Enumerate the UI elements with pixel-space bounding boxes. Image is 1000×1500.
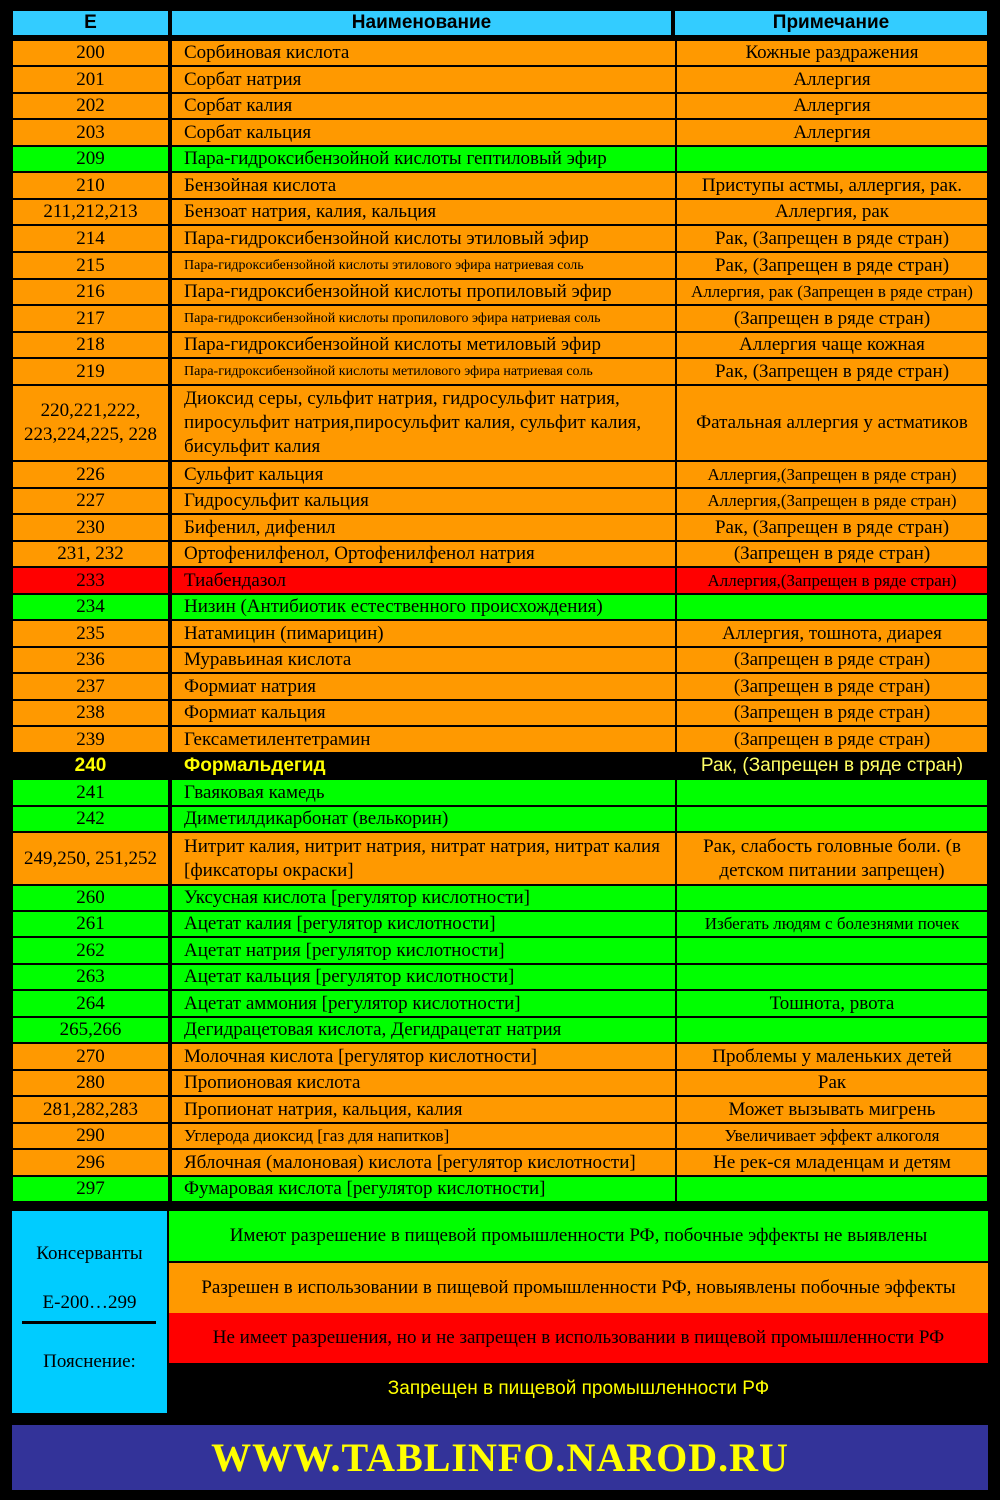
additive-name-cell: Бифенил, дифенил bbox=[171, 514, 676, 541]
e-code-cell: 290 bbox=[12, 1123, 169, 1149]
table-row bbox=[12, 1176, 988, 1202]
header-note: Примечание bbox=[674, 10, 988, 36]
note-cell: (Запрещен в ряде стран) bbox=[676, 726, 988, 753]
note-cell bbox=[676, 806, 988, 832]
table-row bbox=[12, 964, 988, 990]
e-code-cell: 209 bbox=[12, 146, 169, 172]
note-cell: Рак, (Запрещен в ряде стран) bbox=[676, 252, 988, 279]
note-cell: Аллергия, рак (Запрещен в ряде стран) bbox=[676, 279, 988, 305]
additive-name-cell: Пара-гидроксибензойной кислоты гептиловый эфир bbox=[171, 146, 676, 172]
additive-name-cell: Формиат натрия bbox=[171, 673, 676, 700]
legend-black: Запрещен в пищевой промышленности РФ bbox=[169, 1364, 988, 1414]
note-cell: Приступы астмы, аллергия, рак. bbox=[676, 172, 988, 199]
table-row bbox=[12, 753, 988, 779]
table-row bbox=[12, 225, 988, 252]
footer-url[interactable]: WWW.TABLINFO.NAROD.RU bbox=[211, 1435, 789, 1480]
additive-name-cell: Гексаметилентетрамин bbox=[171, 726, 676, 753]
note-cell: Аллергия bbox=[676, 93, 988, 119]
footer-banner bbox=[12, 1425, 988, 1490]
legend-red: Не имеет разрешения, но и не запрещен в использовании в пищевой промышленности РФ bbox=[169, 1313, 988, 1363]
e-code-cell: 235 bbox=[12, 620, 169, 647]
table-row bbox=[12, 779, 988, 806]
e-code-cell: 265,266 bbox=[12, 1017, 169, 1043]
note-cell: (Запрещен в ряде стран) bbox=[676, 673, 988, 700]
note-cell: Аллергия bbox=[676, 119, 988, 146]
additive-name-cell: Сорбиновая кислота bbox=[171, 40, 676, 66]
e-code-cell: 220,221,222, 223,224,225, 228 bbox=[12, 385, 169, 461]
table-row bbox=[12, 806, 988, 832]
e-code-cell: 270 bbox=[12, 1043, 169, 1070]
note-cell: Проблемы у маленьких детей bbox=[676, 1043, 988, 1070]
note-cell: (Запрещен в ряде стран) bbox=[676, 541, 988, 567]
legend-divider bbox=[22, 1321, 156, 1324]
note-cell: Аллергия bbox=[676, 66, 988, 93]
additive-name-cell: Яблочная (малоновая) кислота [регулятор кислотности] bbox=[171, 1149, 676, 1176]
note-cell bbox=[676, 146, 988, 172]
e-code-cell: 240 bbox=[12, 753, 169, 779]
table-row bbox=[12, 514, 988, 541]
e-code-cell: 236 bbox=[12, 647, 169, 673]
additive-name-cell: Пара-гидроксибензойной кислоты этилового эфира натриевая соль bbox=[171, 252, 676, 279]
note-cell: Увеличивает эффект алкоголя bbox=[676, 1123, 988, 1149]
table-row bbox=[12, 305, 988, 332]
note-cell: (Запрещен в ряде стран) bbox=[676, 305, 988, 332]
table-row bbox=[12, 488, 988, 514]
additive-name-cell: Бензойная кислота bbox=[171, 172, 676, 199]
additive-name-cell: Сорбат натрия bbox=[171, 66, 676, 93]
table-row bbox=[12, 172, 988, 199]
e-code-cell: 215 bbox=[12, 252, 169, 279]
note-cell: (Запрещен в ряде стран) bbox=[676, 700, 988, 726]
note-cell: Аллергия,(Запрещен в ряде стран) bbox=[676, 488, 988, 514]
e-code-cell: 203 bbox=[12, 119, 169, 146]
additive-name-cell: Формальдегид bbox=[171, 753, 676, 779]
table-row bbox=[12, 541, 988, 567]
additive-name-cell: Низин (Антибиотик естественного происхождения) bbox=[171, 594, 676, 620]
table-row bbox=[12, 66, 988, 93]
note-cell: Может вызывать мигрень bbox=[676, 1096, 988, 1123]
note-cell bbox=[676, 594, 988, 620]
e-code-cell: 201 bbox=[12, 66, 169, 93]
legend-orange: Разрешен в использовании в пищевой промышленности РФ, новыявлены побочные эффекты bbox=[169, 1263, 988, 1313]
additive-name-cell: Пропионовая кислота bbox=[171, 1070, 676, 1096]
table-row bbox=[12, 1149, 988, 1176]
additive-name-cell: Дегидрацетовая кислота, Дегидрацетат натрия bbox=[171, 1017, 676, 1043]
table-row bbox=[12, 885, 988, 911]
note-cell: Рак, слабость головные боли. (в детском питании запрещен) bbox=[676, 832, 988, 885]
e-code-cell: 297 bbox=[12, 1176, 169, 1202]
table-row bbox=[12, 146, 988, 172]
additive-name-cell: Пропионат натрия, кальция, калия bbox=[171, 1096, 676, 1123]
table-row bbox=[12, 911, 988, 937]
e-code-cell: 200 bbox=[12, 40, 169, 66]
additive-name-cell: Муравьиная кислота bbox=[171, 647, 676, 673]
note-cell: Рак, (Запрещен в ряде стран) bbox=[676, 514, 988, 541]
e-code-cell: 227 bbox=[12, 488, 169, 514]
e-code-cell: 210 bbox=[12, 172, 169, 199]
additive-name-cell: Ацетат натрия [регулятор кислотности] bbox=[171, 937, 676, 964]
additive-name-cell: Тиабендазол bbox=[171, 567, 676, 594]
e-code-cell: 239 bbox=[12, 726, 169, 753]
legend-category: Консерванты bbox=[36, 1243, 143, 1264]
header-name: Наименование bbox=[171, 10, 672, 36]
e-code-cell: 280 bbox=[12, 1070, 169, 1096]
table-row bbox=[12, 567, 988, 594]
additive-name-cell: Сорбат калия bbox=[171, 93, 676, 119]
note-cell bbox=[676, 885, 988, 911]
legend-range: Е-200…299 bbox=[42, 1292, 137, 1313]
additive-name-cell: Углерода диоксид [газ для напитков] bbox=[171, 1123, 676, 1149]
note-cell: Кожные раздражения bbox=[676, 40, 988, 66]
e-code-cell: 264 bbox=[12, 990, 169, 1017]
additive-name-cell: Пара-гидроксибензойной кислоты метиловый эфир bbox=[171, 332, 676, 358]
e-code-cell: 260 bbox=[12, 885, 169, 911]
table-row bbox=[12, 1017, 988, 1043]
e-code-cell: 241 bbox=[12, 779, 169, 806]
e-code-cell: 249,250, 251,252 bbox=[12, 832, 169, 885]
e-code-cell: 242 bbox=[12, 806, 169, 832]
e-code-cell: 231, 232 bbox=[12, 541, 169, 567]
additive-name-cell: Уксусная кислота [регулятор кислотности] bbox=[171, 885, 676, 911]
additive-name-cell: Гидросульфит кальция bbox=[171, 488, 676, 514]
e-code-cell: 281,282,283 bbox=[12, 1096, 169, 1123]
note-cell: Аллергия, тошнота, диарея bbox=[676, 620, 988, 647]
table-row bbox=[12, 93, 988, 119]
e-code-cell: 211,212,213 bbox=[12, 199, 169, 225]
legend-green: Имеют разрешение в пищевой промышленности РФ, побочные эффекты не выявлены bbox=[169, 1211, 988, 1261]
additive-name-cell: Ацетат кальция [регулятор кислотности] bbox=[171, 964, 676, 990]
additive-name-cell: Натамицин (пимарицин) bbox=[171, 620, 676, 647]
e-code-cell: 217 bbox=[12, 305, 169, 332]
additive-name-cell: Пара-гидроксибензойной кислоты пропилового эфира натриевая соль bbox=[171, 305, 676, 332]
table-row bbox=[12, 726, 988, 753]
e-code-cell: 226 bbox=[12, 461, 169, 488]
table-row bbox=[12, 199, 988, 225]
note-cell: Не рек-ся младенцам и детям bbox=[676, 1149, 988, 1176]
note-cell: Аллергия чаще кожная bbox=[676, 332, 988, 358]
table-row bbox=[12, 40, 988, 66]
table-row bbox=[12, 332, 988, 358]
additive-name-cell: Формиат кальция bbox=[171, 700, 676, 726]
e-code-cell: 218 bbox=[12, 332, 169, 358]
additive-name-cell: Диоксид серы, сульфит натрия, гидросульфит натрия, пиросульфит натрия,пиросульфит калия, сульфит калия, бисульфит калия bbox=[171, 385, 676, 461]
table-row bbox=[12, 119, 988, 146]
note-cell bbox=[676, 1176, 988, 1202]
e-code-cell: 219 bbox=[12, 358, 169, 385]
additive-name-cell: Ацетат аммония [регулятор кислотности] bbox=[171, 990, 676, 1017]
table-row bbox=[12, 990, 988, 1017]
legend-category-block bbox=[12, 1211, 167, 1413]
legend-explain: Пояснение: bbox=[43, 1351, 136, 1372]
table-row bbox=[12, 594, 988, 620]
note-cell: Избегать людям с болезнями почек bbox=[676, 911, 988, 937]
note-cell: Аллергия, рак bbox=[676, 199, 988, 225]
additive-name-cell: Гваяковая камедь bbox=[171, 779, 676, 806]
additive-name-cell: Пара-гидроксибензойной кислоты пропиловый эфир bbox=[171, 279, 676, 305]
table-row bbox=[12, 1070, 988, 1096]
table-row bbox=[12, 620, 988, 647]
e-code-cell: 237 bbox=[12, 673, 169, 700]
note-cell: Рак, (Запрещен в ряде стран) bbox=[676, 225, 988, 252]
additive-name-cell: Бензоат натрия, калия, кальция bbox=[171, 199, 676, 225]
note-cell: Аллергия,(Запрещен в ряде стран) bbox=[676, 567, 988, 594]
note-cell: Аллергия,(Запрещен в ряде стран) bbox=[676, 461, 988, 488]
additive-name-cell: Фумаровая кислота [регулятор кислотности] bbox=[171, 1176, 676, 1202]
table-row bbox=[12, 358, 988, 385]
e-code-cell: 202 bbox=[12, 93, 169, 119]
e-code-cell: 230 bbox=[12, 514, 169, 541]
e-code-cell: 238 bbox=[12, 700, 169, 726]
table-row bbox=[12, 673, 988, 700]
note-cell bbox=[676, 779, 988, 806]
table-row bbox=[12, 385, 988, 461]
table-row bbox=[12, 252, 988, 279]
additive-name-cell: Сорбат кальция bbox=[171, 119, 676, 146]
note-cell: Рак, (Запрещен в ряде стран) bbox=[676, 753, 988, 779]
additive-name-cell: Пара-гидроксибензойной кислоты метилового эфира натриевая соль bbox=[171, 358, 676, 385]
additive-name-cell: Нитрит калия, нитрит натрия, нитрат натрия, нитрат калия [фиксаторы окраски] bbox=[171, 832, 676, 885]
e-code-cell: 262 bbox=[12, 937, 169, 964]
table-row bbox=[12, 700, 988, 726]
note-cell bbox=[676, 1017, 988, 1043]
table-row bbox=[12, 1096, 988, 1123]
e-code-cell: 233 bbox=[12, 567, 169, 594]
e-code-cell: 234 bbox=[12, 594, 169, 620]
table-row bbox=[12, 1043, 988, 1070]
additive-name-cell: Диметилдикарбонат (велькорин) bbox=[171, 806, 676, 832]
e-code-cell: 263 bbox=[12, 964, 169, 990]
e-code-cell: 214 bbox=[12, 225, 169, 252]
additive-name-cell: Ортофенилфенол, Ортофенилфенол натрия bbox=[171, 541, 676, 567]
table-row bbox=[12, 461, 988, 488]
additive-name-cell: Молочная кислота [регулятор кислотности] bbox=[171, 1043, 676, 1070]
table-row bbox=[12, 1123, 988, 1149]
note-cell bbox=[676, 964, 988, 990]
table-row bbox=[12, 937, 988, 964]
note-cell: (Запрещен в ряде стран) bbox=[676, 647, 988, 673]
additive-name-cell: Ацетат калия [регулятор кислотности] bbox=[171, 911, 676, 937]
note-cell: Фатальная аллергия у астматиков bbox=[676, 385, 988, 461]
e-code-cell: 261 bbox=[12, 911, 169, 937]
table-row bbox=[12, 647, 988, 673]
e-code-cell: 216 bbox=[12, 279, 169, 305]
note-cell: Рак, (Запрещен в ряде стран) bbox=[676, 358, 988, 385]
table-row bbox=[12, 279, 988, 305]
note-cell: Тошнота, рвота bbox=[676, 990, 988, 1017]
note-cell: Рак bbox=[676, 1070, 988, 1096]
table-row bbox=[12, 832, 988, 885]
e-code-cell: 296 bbox=[12, 1149, 169, 1176]
header-code: Е bbox=[12, 10, 169, 36]
additive-name-cell: Сульфит кальция bbox=[171, 461, 676, 488]
additive-name-cell: Пара-гидроксибензойной кислоты этиловый эфир bbox=[171, 225, 676, 252]
note-cell bbox=[676, 937, 988, 964]
